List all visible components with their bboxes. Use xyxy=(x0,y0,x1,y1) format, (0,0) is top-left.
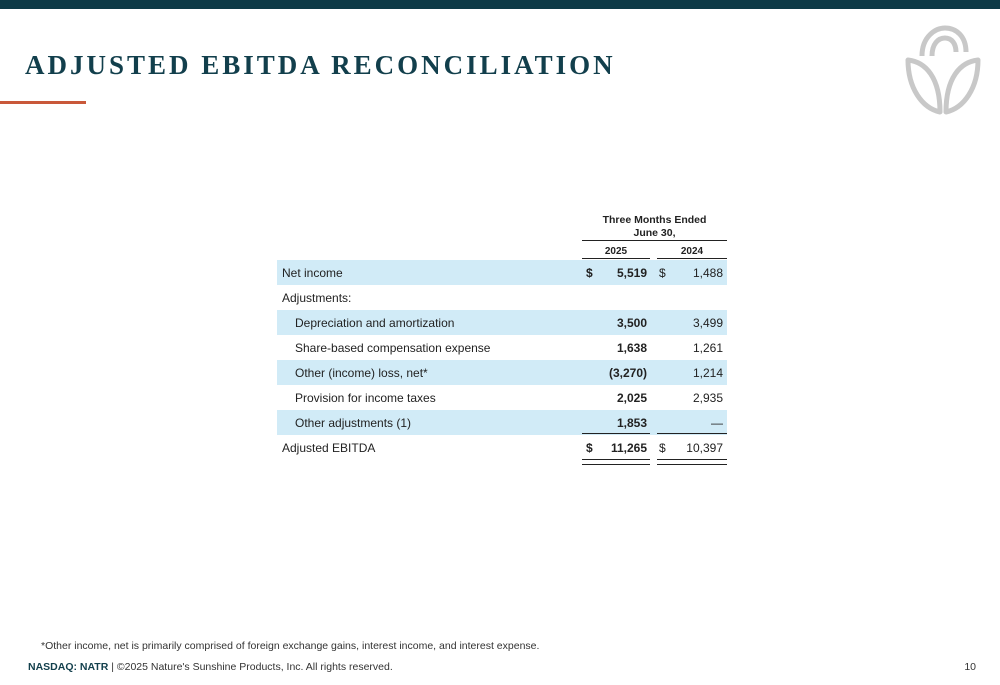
table-row-other-adjustments xyxy=(277,410,727,435)
leaf-logo-icon xyxy=(900,22,986,118)
footnote: *Other income, net is primarily comprised of foreign exchange gains, interest income, and interest expense. xyxy=(41,640,540,652)
slide-title: ADJUSTED EBITDA RECONCILIATION xyxy=(25,50,616,80)
column-underline-2024 xyxy=(657,258,727,259)
table-row-other-income-loss xyxy=(277,360,727,385)
currency-2025: $ xyxy=(586,441,593,455)
value-2025: 5,519 xyxy=(616,266,647,280)
value-2024: 10,397 xyxy=(686,441,723,455)
table-row-adjustments xyxy=(277,285,727,310)
row-label: Share-based compensation expense xyxy=(295,341,491,355)
value-2025: 1,853 xyxy=(616,416,647,430)
group-header-line1: Three Months Ended xyxy=(602,214,707,226)
value-2024: — xyxy=(711,416,723,430)
footer-ticker: NASDAQ: NATR xyxy=(28,661,109,673)
value-2025: (3,270) xyxy=(608,366,647,380)
value-2024: 1,261 xyxy=(692,341,723,355)
title-accent-rule xyxy=(0,101,86,104)
column-header-2024: 2024 xyxy=(680,246,704,257)
row-label: Other (income) loss, net* xyxy=(295,366,428,380)
value-2024: 1,488 xyxy=(692,266,723,280)
value-2024: 1,214 xyxy=(692,366,723,380)
table-body xyxy=(277,260,727,460)
group-header-line2: June 30, xyxy=(633,227,676,239)
row-label: Other adjustments (1) xyxy=(295,416,412,430)
footer xyxy=(28,661,393,673)
value-2025: 3,500 xyxy=(616,316,647,330)
value-2025: 11,265 xyxy=(610,441,647,455)
row-label: Provision for income taxes xyxy=(295,391,436,405)
row-label: Depreciation and amortization xyxy=(295,316,455,330)
table-row-depreciation xyxy=(277,310,727,335)
table-row-income-taxes xyxy=(277,385,727,410)
row-label: Net income xyxy=(282,266,343,280)
row-label: Adjusted EBITDA xyxy=(282,441,376,455)
total-double-rule-2025 xyxy=(582,459,650,465)
value-2025: 2,025 xyxy=(616,391,647,405)
currency-2024: $ xyxy=(659,266,666,280)
table-row-adjusted-ebitda xyxy=(277,435,727,460)
value-2024: 2,935 xyxy=(692,391,723,405)
top-bar xyxy=(0,0,1000,9)
currency-2024: $ xyxy=(659,441,666,455)
group-header-underline xyxy=(582,240,727,241)
column-underline-2025 xyxy=(582,258,650,259)
subtotal-rule-2024 xyxy=(657,433,727,434)
footer-separator: | xyxy=(108,661,117,673)
subtotal-rule-2025 xyxy=(582,433,650,434)
footer-copyright: ©2025 Nature's Sunshine Products, Inc. All rights reserved. xyxy=(116,661,393,673)
column-header-2025: 2025 xyxy=(604,246,628,257)
table-row-net-income xyxy=(277,260,727,285)
value-2025: 1,638 xyxy=(616,341,647,355)
page-number: 10 xyxy=(964,661,976,673)
table-group-header xyxy=(582,214,727,240)
row-label: Adjustments: xyxy=(282,291,352,305)
table-row-share-based-comp xyxy=(277,335,727,360)
value-2024: 3,499 xyxy=(692,316,723,330)
currency-2025: $ xyxy=(586,266,593,280)
total-double-rule-2024 xyxy=(657,459,727,465)
